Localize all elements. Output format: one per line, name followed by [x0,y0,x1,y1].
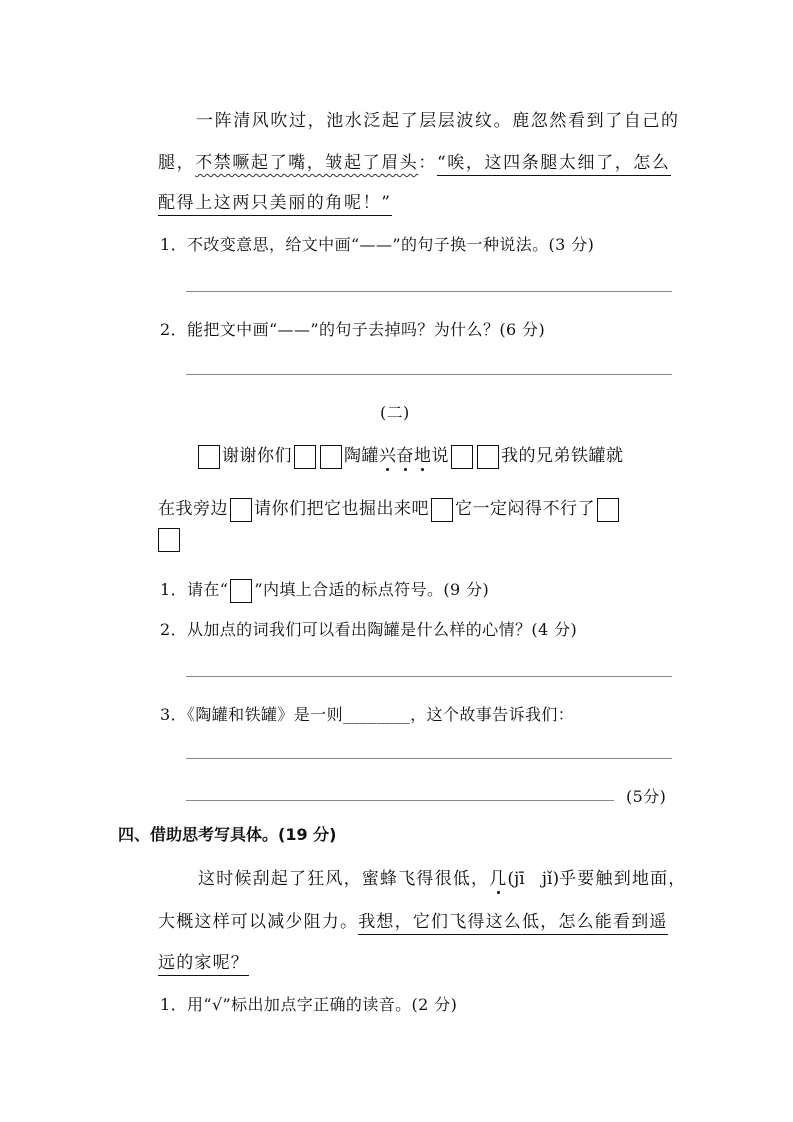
text-segment: 大概这样可以减少阻力。 [158,912,359,932]
section2-title: (二) [380,403,410,422]
answer-line-2-2[interactable] [186,676,672,677]
colon: ： [418,153,438,173]
dotted-char: 几 [489,864,507,889]
punct-box[interactable] [294,445,316,469]
dotted-char: 奋 [397,441,415,466]
section4-line3 [158,948,249,973]
section2-line3 [158,528,180,552]
question-1-1: 1．不改变意思，给文中画“——”的句子换一种说法。(3 分) [160,235,595,254]
pinyin-options[interactable]: (jī jǐ) [507,869,560,889]
punct-box[interactable] [158,528,180,552]
text-segment: 这时候刮起了狂风，蜜蜂飞得很低， [198,869,490,889]
dotted-char: 兴 [379,441,397,466]
section4-line2 [158,907,668,932]
q3-score: (5分) [626,787,667,806]
punct-box[interactable] [320,445,342,469]
underlined-sentence-part2: 远的家呢？ [158,953,249,976]
dotted-char: 地 [414,441,432,466]
wavy-underlined-phrase: 不禁噘起了嘴，皱起了眉头 [195,153,419,173]
question-1-2: 2．能把文中画“——”的句子去掉吗？为什么？(6 分) [160,320,546,339]
punct-box[interactable] [431,498,453,522]
text-segment: 请你们把它也掘出来吧 [254,499,429,519]
passage1-line3 [158,188,392,213]
punct-box[interactable] [477,445,499,469]
answer-line-1-2[interactable] [186,374,672,375]
underlined-sentence-part1: 我想，它们飞得这么低，怎么能看到遥 [358,912,667,935]
section2-question-3 [160,702,574,725]
passage1-line2 [158,148,671,173]
text-segment: 我的兄弟铁罐就 [501,446,624,466]
q3-suffix: ，这个故事告诉我们： [410,705,575,724]
answer-line-2-3b[interactable] [186,800,614,801]
passage1-line2-prefix: 腿， [158,153,196,173]
underlined-quote-part2: 配得上这两只美丽的角呢！” [158,193,392,216]
section4-question-1: 1．用“√”标出加点字正确的读音。(2 分) [160,995,458,1014]
punct-box[interactable] [597,498,619,522]
q3-blank[interactable]: ________ [342,705,411,724]
q1-suffix: ”内填上合适的标点符号。(9 分) [254,580,490,599]
punct-box[interactable] [230,498,252,522]
passage1-line1: 一阵清风吹过，池水泛起了层层波纹。鹿忽然看到了自己的 [196,111,680,131]
q3-prefix: 3．《陶罐和铁罐》是一则 [160,705,343,724]
section4-line1 [198,864,687,889]
text-segment: 说 [431,446,449,466]
underlined-quote-part1: “唉，这四条腿太细了，怎么 [437,153,671,176]
sample-box [230,579,252,603]
text-segment: 谢谢你们 [222,446,292,466]
answer-line-2-3a[interactable] [186,758,672,759]
text-segment: 乎要触到地面， [559,869,687,889]
section2-line1 [196,441,624,469]
section4-heading: 四、借助思考写具体。(19 分) [118,825,337,844]
q1-prefix: 1．请在“ [160,580,229,599]
section2-question-1 [160,577,489,603]
punct-box[interactable] [451,445,473,469]
text-segment: 它一定闷得不行了 [455,499,595,519]
punct-box[interactable] [198,445,220,469]
answer-line-1-1[interactable] [186,291,672,292]
text-segment: 在我旁边 [158,499,228,519]
section2-question-2: 2．从加点的词我们可以看出陶罐是什么样的心情？(4 分) [160,620,578,639]
text-segment: 陶罐 [344,446,379,466]
section2-line2 [158,494,621,522]
